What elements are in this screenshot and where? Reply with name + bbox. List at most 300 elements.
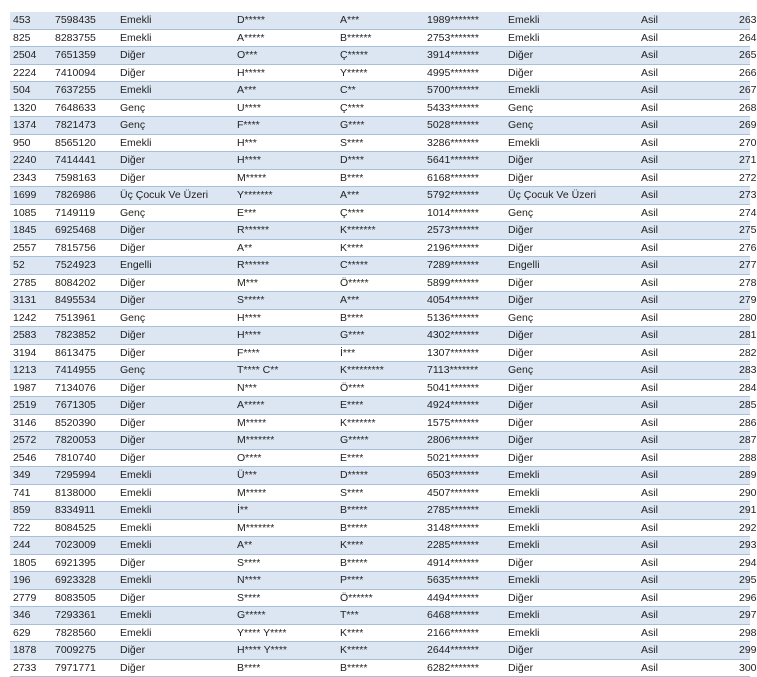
cell-category: Diğer (117, 239, 234, 257)
cell-category-repeat: Diğer (505, 292, 638, 310)
cell-last-name: K**** (337, 624, 424, 642)
cell-category: Diğer (117, 554, 234, 572)
cell-category-repeat: Diğer (505, 397, 638, 415)
table-row (10, 257, 750, 275)
cell-row-number: 2572 (10, 432, 52, 450)
cell-status: Asil (638, 274, 736, 292)
cell-last-name: P**** (337, 572, 424, 590)
cell-id-number: 7823852 (52, 327, 117, 345)
cell-status: Asil (638, 257, 736, 275)
cell-status: Asil (638, 327, 736, 345)
cell-rank: 267 (736, 82, 750, 100)
cell-first-name: A***** (234, 29, 337, 47)
cell-rank: 275 (736, 222, 750, 240)
cell-last-name: S**** (337, 134, 424, 152)
cell-status: Asil (638, 344, 736, 362)
cell-phone-number: 4924******* (424, 397, 505, 415)
cell-status: Asil (638, 572, 736, 590)
cell-rank: 281 (736, 327, 750, 345)
cell-category-repeat: Genç (505, 309, 638, 327)
cell-status: Asil (638, 607, 736, 625)
cell-last-name: D**** (337, 152, 424, 170)
table-row (10, 134, 750, 152)
cell-first-name: D***** (234, 12, 337, 29)
cell-id-number: 8084202 (52, 274, 117, 292)
cell-row-number: 1805 (10, 554, 52, 572)
table-row (10, 222, 750, 240)
table-row (10, 397, 750, 415)
cell-id-number: 7414441 (52, 152, 117, 170)
cell-row-number: 453 (10, 12, 52, 29)
cell-last-name: B***** (337, 519, 424, 537)
cell-row-number: 2557 (10, 239, 52, 257)
cell-phone-number: 4995******* (424, 64, 505, 82)
cell-category: Diğer (117, 414, 234, 432)
cell-row-number: 2504 (10, 47, 52, 65)
table-row (10, 117, 750, 135)
cell-category-repeat: Emekli (505, 484, 638, 502)
cell-status: Asil (638, 554, 736, 572)
table-row (10, 362, 750, 380)
cell-category-repeat: Diğer (505, 554, 638, 572)
cell-last-name: S**** (337, 484, 424, 502)
cell-category-repeat: Diğer (505, 659, 638, 677)
cell-row-number: 1320 (10, 99, 52, 117)
cell-rank: 263 (736, 12, 750, 29)
cell-phone-number: 2644******* (424, 642, 505, 660)
cell-status: Asil (638, 449, 736, 467)
cell-category-repeat: Diğer (505, 379, 638, 397)
cell-id-number: 7810740 (52, 449, 117, 467)
cell-rank: 278 (736, 274, 750, 292)
cell-rank: 295 (736, 572, 750, 590)
cell-first-name: A** (234, 239, 337, 257)
cell-category-repeat: Emekli (505, 519, 638, 537)
cell-category: Diğer (117, 642, 234, 660)
table-row (10, 12, 750, 29)
cell-rank: 285 (736, 397, 750, 415)
cell-category: Emekli (117, 502, 234, 520)
cell-phone-number: 4507******* (424, 484, 505, 502)
cell-row-number: 825 (10, 29, 52, 47)
cell-phone-number: 5641******* (424, 152, 505, 170)
cell-first-name: R****** (234, 257, 337, 275)
cell-id-number: 7513961 (52, 309, 117, 327)
cell-category-repeat: Diğer (505, 152, 638, 170)
cell-first-name: M*** (234, 274, 337, 292)
cell-id-number: 6923328 (52, 572, 117, 590)
cell-category: Üç Çocuk Ve Üzeri (117, 187, 234, 205)
cell-category-repeat: Diğer (505, 47, 638, 65)
cell-status: Asil (638, 99, 736, 117)
cell-row-number: 741 (10, 484, 52, 502)
cell-phone-number: 2753******* (424, 29, 505, 47)
cell-category-repeat: Genç (505, 204, 638, 222)
cell-id-number: 7293361 (52, 607, 117, 625)
cell-last-name: Ç***** (337, 47, 424, 65)
cell-id-number: 7820053 (52, 432, 117, 450)
cell-row-number: 1987 (10, 379, 52, 397)
cell-last-name: B***** (337, 502, 424, 520)
table-row (10, 519, 750, 537)
cell-category-repeat: Diğer (505, 222, 638, 240)
cell-rank: 289 (736, 467, 750, 485)
cell-phone-number: 1014******* (424, 204, 505, 222)
cell-id-number: 7524923 (52, 257, 117, 275)
cell-first-name: A*** (234, 82, 337, 100)
cell-rank: 276 (736, 239, 750, 257)
cell-last-name: A*** (337, 292, 424, 310)
table-row (10, 187, 750, 205)
cell-category-repeat: Emekli (505, 607, 638, 625)
cell-rank: 297 (736, 607, 750, 625)
table-row (10, 414, 750, 432)
cell-category: Emekli (117, 537, 234, 555)
cell-category: Emekli (117, 484, 234, 502)
cell-id-number: 7410094 (52, 64, 117, 82)
cell-category: Genç (117, 309, 234, 327)
cell-row-number: 2343 (10, 169, 52, 187)
cell-first-name: Ü*** (234, 467, 337, 485)
cell-last-name: Ö**** (337, 379, 424, 397)
cell-category-repeat: Emekli (505, 502, 638, 520)
cell-first-name: U**** (234, 99, 337, 117)
cell-first-name: H**** (234, 309, 337, 327)
cell-status: Asil (638, 187, 736, 205)
table-row (10, 152, 750, 170)
cell-phone-number: 6282******* (424, 659, 505, 677)
cell-first-name: M***** (234, 484, 337, 502)
cell-last-name: Ö***** (337, 274, 424, 292)
cell-category-repeat: Emekli (505, 134, 638, 152)
cell-last-name: C** (337, 82, 424, 100)
cell-first-name: H**** (234, 327, 337, 345)
cell-row-number: 2733 (10, 659, 52, 677)
cell-category: Emekli (117, 572, 234, 590)
cell-phone-number: 2573******* (424, 222, 505, 240)
cell-phone-number: 5792******* (424, 187, 505, 205)
cell-first-name: F**** (234, 344, 337, 362)
cell-status: Asil (638, 47, 736, 65)
cell-row-number: 1878 (10, 642, 52, 660)
cell-first-name: S***** (234, 292, 337, 310)
cell-phone-number: 5021******* (424, 449, 505, 467)
cell-first-name: G***** (234, 607, 337, 625)
cell-first-name: Y******* (234, 187, 337, 205)
cell-category-repeat: Diğer (505, 449, 638, 467)
table-row (10, 327, 750, 345)
cell-last-name: İ*** (337, 344, 424, 362)
cell-first-name: N*** (234, 379, 337, 397)
cell-first-name: B**** (234, 659, 337, 677)
cell-id-number: 7821473 (52, 117, 117, 135)
cell-last-name: B**** (337, 169, 424, 187)
cell-id-number: 8613475 (52, 344, 117, 362)
cell-last-name: Ç**** (337, 204, 424, 222)
cell-category: Diğer (117, 274, 234, 292)
cell-rank: 292 (736, 519, 750, 537)
cell-id-number: 7815756 (52, 239, 117, 257)
cell-row-number: 1374 (10, 117, 52, 135)
table-row (10, 607, 750, 625)
cell-last-name: B***** (337, 659, 424, 677)
table-body (10, 12, 757, 677)
cell-id-number: 7149119 (52, 204, 117, 222)
cell-row-number: 2519 (10, 397, 52, 415)
cell-rank: 283 (736, 362, 750, 380)
cell-row-number: 950 (10, 134, 52, 152)
cell-category: Engelli (117, 257, 234, 275)
cell-phone-number: 2785******* (424, 502, 505, 520)
cell-status: Asil (638, 134, 736, 152)
table-row (10, 659, 750, 677)
cell-row-number: 1085 (10, 204, 52, 222)
cell-status: Asil (638, 414, 736, 432)
cell-id-number: 7134076 (52, 379, 117, 397)
cell-last-name: K********* (337, 362, 424, 380)
cell-status: Asil (638, 117, 736, 135)
cell-rank: 300 (736, 659, 750, 677)
cell-last-name: B**** (337, 309, 424, 327)
cell-last-name: E**** (337, 449, 424, 467)
cell-row-number: 349 (10, 467, 52, 485)
cell-id-number: 7828560 (52, 624, 117, 642)
cell-id-number: 7009275 (52, 642, 117, 660)
cell-phone-number: 6468******* (424, 607, 505, 625)
table-row (10, 47, 750, 65)
cell-phone-number: 2196******* (424, 239, 505, 257)
cell-status: Asil (638, 362, 736, 380)
cell-rank: 269 (736, 117, 750, 135)
cell-category-repeat: Emekli (505, 624, 638, 642)
cell-status: Asil (638, 519, 736, 537)
table-row (10, 624, 750, 642)
cell-id-number: 8083505 (52, 589, 117, 607)
cell-category: Genç (117, 99, 234, 117)
cell-row-number: 2224 (10, 64, 52, 82)
cell-row-number: 3131 (10, 292, 52, 310)
table-row (10, 239, 750, 257)
cell-last-name: K***** (337, 642, 424, 660)
cell-status: Asil (638, 309, 736, 327)
cell-last-name: Ö****** (337, 589, 424, 607)
cell-last-name: K**** (337, 537, 424, 555)
cell-id-number: 7414955 (52, 362, 117, 380)
cell-row-number: 504 (10, 82, 52, 100)
table-row (10, 484, 750, 502)
table-row (10, 572, 750, 590)
cell-first-name: S**** (234, 554, 337, 572)
cell-phone-number: 6168******* (424, 169, 505, 187)
cell-phone-number: 5433******* (424, 99, 505, 117)
cell-last-name: B****** (337, 29, 424, 47)
cell-status: Asil (638, 152, 736, 170)
cell-last-name: A*** (337, 12, 424, 29)
cell-id-number: 7598435 (52, 12, 117, 29)
cell-category: Genç (117, 204, 234, 222)
cell-rank: 266 (736, 64, 750, 82)
cell-phone-number: 3914******* (424, 47, 505, 65)
cell-row-number: 244 (10, 537, 52, 555)
cell-last-name: G**** (337, 117, 424, 135)
table-row (10, 29, 750, 47)
cell-id-number: 8495534 (52, 292, 117, 310)
cell-category: Emekli (117, 12, 234, 29)
cell-status: Asil (638, 29, 736, 47)
cell-row-number: 722 (10, 519, 52, 537)
cell-category-repeat: Emekli (505, 467, 638, 485)
cell-id-number: 8084525 (52, 519, 117, 537)
cell-row-number: 1242 (10, 309, 52, 327)
cell-phone-number: 4914******* (424, 554, 505, 572)
cell-row-number: 2240 (10, 152, 52, 170)
cell-status: Asil (638, 204, 736, 222)
cell-status: Asil (638, 397, 736, 415)
table-row (10, 99, 750, 117)
cell-category-repeat: Emekli (505, 12, 638, 29)
table-row (10, 204, 750, 222)
cell-status: Asil (638, 169, 736, 187)
cell-first-name: Y**** Y**** (234, 624, 337, 642)
cell-id-number: 7637255 (52, 82, 117, 100)
cell-rank: 265 (736, 47, 750, 65)
cell-status: Asil (638, 12, 736, 29)
cell-last-name: Ç**** (337, 99, 424, 117)
cell-rank: 272 (736, 169, 750, 187)
cell-row-number: 2546 (10, 449, 52, 467)
cell-last-name: D***** (337, 467, 424, 485)
cell-last-name: B***** (337, 554, 424, 572)
cell-id-number: 7826986 (52, 187, 117, 205)
table-row (10, 309, 750, 327)
cell-last-name: A*** (337, 187, 424, 205)
cell-rank: 286 (736, 414, 750, 432)
cell-status: Asil (638, 589, 736, 607)
cell-row-number: 2583 (10, 327, 52, 345)
table-row (10, 169, 750, 187)
cell-first-name: H***** (234, 64, 337, 82)
cell-category: Diğer (117, 47, 234, 65)
cell-first-name: M******* (234, 519, 337, 537)
cell-row-number: 2785 (10, 274, 52, 292)
cell-row-number: 859 (10, 502, 52, 520)
cell-status: Asil (638, 537, 736, 555)
cell-last-name: K******* (337, 222, 424, 240)
cell-category: Diğer (117, 344, 234, 362)
cell-first-name: T**** C** (234, 362, 337, 380)
cell-phone-number: 2285******* (424, 537, 505, 555)
cell-category: Emekli (117, 82, 234, 100)
cell-category-repeat: Diğer (505, 327, 638, 345)
cell-row-number: 3194 (10, 344, 52, 362)
cell-first-name: E*** (234, 204, 337, 222)
cell-row-number: 52 (10, 257, 52, 275)
cell-phone-number: 5136******* (424, 309, 505, 327)
cell-last-name: C***** (337, 257, 424, 275)
cell-rank: 299 (736, 642, 750, 660)
cell-category-repeat: Emekli (505, 82, 638, 100)
cell-phone-number: 3148******* (424, 519, 505, 537)
cell-category: Diğer (117, 327, 234, 345)
cell-rank: 284 (736, 379, 750, 397)
cell-id-number: 7648633 (52, 99, 117, 117)
cell-phone-number: 6503******* (424, 467, 505, 485)
cell-row-number: 1213 (10, 362, 52, 380)
cell-row-number: 2779 (10, 589, 52, 607)
cell-first-name: H**** Y**** (234, 642, 337, 660)
cell-category-repeat: Diğer (505, 344, 638, 362)
cell-rank: 287 (736, 432, 750, 450)
cell-first-name: A***** (234, 397, 337, 415)
cell-category: Genç (117, 117, 234, 135)
cell-id-number: 7971771 (52, 659, 117, 677)
cell-id-number: 8520390 (52, 414, 117, 432)
cell-category-repeat: Diğer (505, 64, 638, 82)
cell-rank: 298 (736, 624, 750, 642)
cell-category: Diğer (117, 292, 234, 310)
cell-id-number: 6921395 (52, 554, 117, 572)
cell-rank: 291 (736, 502, 750, 520)
cell-first-name: H*** (234, 134, 337, 152)
cell-row-number: 1699 (10, 187, 52, 205)
cell-category-repeat: Emekli (505, 29, 638, 47)
cell-id-number: 7651359 (52, 47, 117, 65)
cell-phone-number: 4054******* (424, 292, 505, 310)
cell-rank: 277 (736, 257, 750, 275)
cell-phone-number: 5041******* (424, 379, 505, 397)
table-row (10, 64, 750, 82)
cell-phone-number: 5635******* (424, 572, 505, 590)
cell-first-name: O**** (234, 449, 337, 467)
cell-phone-number: 1989******* (424, 12, 505, 29)
cell-category: Diğer (117, 397, 234, 415)
cell-rank: 279 (736, 292, 750, 310)
cell-category: Emekli (117, 607, 234, 625)
cell-first-name: M***** (234, 169, 337, 187)
cell-category-repeat: Diğer (505, 274, 638, 292)
cell-first-name: A** (234, 537, 337, 555)
cell-category-repeat: Genç (505, 99, 638, 117)
cell-id-number: 8565120 (52, 134, 117, 152)
table-row (10, 82, 750, 100)
cell-category: Emekli (117, 519, 234, 537)
table-row (10, 554, 750, 572)
cell-category: Emekli (117, 134, 234, 152)
cell-category: Diğer (117, 432, 234, 450)
cell-rank: 274 (736, 204, 750, 222)
cell-status: Asil (638, 642, 736, 660)
cell-category: Diğer (117, 589, 234, 607)
cell-status: Asil (638, 484, 736, 502)
cell-last-name: G**** (337, 327, 424, 345)
cell-status: Asil (638, 239, 736, 257)
cell-first-name: M******* (234, 432, 337, 450)
cell-rank: 280 (736, 309, 750, 327)
cell-category: Genç (117, 362, 234, 380)
cell-phone-number: 1575******* (424, 414, 505, 432)
cell-phone-number: 2166******* (424, 624, 505, 642)
cell-phone-number: 7113******* (424, 362, 505, 380)
cell-row-number: 3146 (10, 414, 52, 432)
cell-category: Diğer (117, 449, 234, 467)
cell-category-repeat: Diğer (505, 642, 638, 660)
cell-category-repeat: Diğer (505, 239, 638, 257)
table-row (10, 502, 750, 520)
cell-row-number: 196 (10, 572, 52, 590)
table-row (10, 274, 750, 292)
cell-category: Emekli (117, 624, 234, 642)
cell-rank: 264 (736, 29, 750, 47)
